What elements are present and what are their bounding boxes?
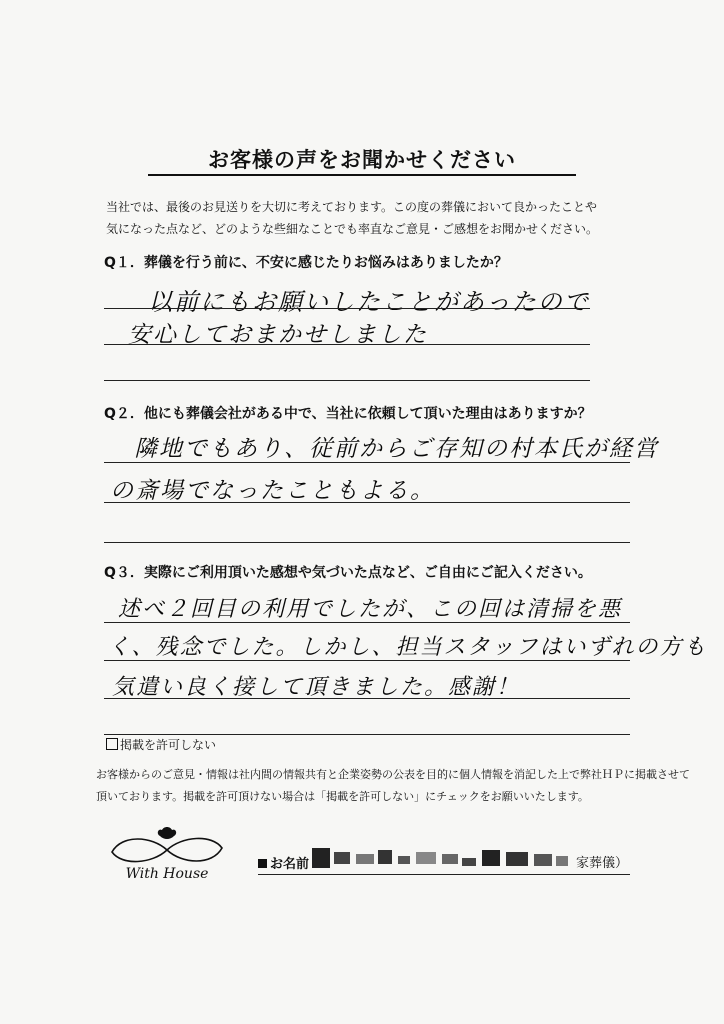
consent-checkbox-row[interactable] — [106, 736, 216, 753]
consent-notice-line: お客様からのご意見・情報は社内間の情報共有と企業姿勢の公表を目的に個人情報を消記した上で弊社ＨＰに掲載させて — [96, 768, 690, 781]
redacted-name — [312, 838, 572, 874]
answer-line — [104, 380, 590, 381]
answer-1-line-1: 以前にもお願いしたことがあったので — [148, 288, 590, 316]
answer-line — [104, 462, 630, 463]
consent-notice-line: 頂いております。掲載を許可頂けない場合は「掲載を許可しない」にチェックをお願いいたします。 — [96, 790, 589, 803]
answer-line — [104, 344, 590, 345]
svg-text:With House: With House — [125, 866, 209, 882]
answer-3-line-3: 気遣い良く接して頂きました。感謝！ — [112, 675, 521, 700]
name-label: お名前 — [258, 853, 309, 872]
question-2: Q２．他にも葬儀会社がある中で、当社に依頼して頂いた理由はありますか？ — [104, 406, 592, 422]
answer-line — [104, 502, 630, 503]
title-underline — [148, 174, 576, 176]
answer-line — [104, 622, 630, 623]
answer-2-line-1: 隣地でもあり、従前からご存知の村本氏が経営 — [134, 436, 659, 462]
answer-3-line-2: く、残念でした。しかし、担当スタッフはいずれの方も — [108, 635, 708, 660]
answer-1-line-2: 安心しておまかせしました — [128, 322, 428, 348]
consent-checkbox[interactable] — [106, 738, 118, 750]
intro-text — [106, 196, 626, 240]
answer-line — [104, 542, 630, 543]
intro-line: 気になった点など、どのような些細なことでも率直なご意見・ご感想をお聞かせください。 — [106, 222, 599, 236]
consent-notice — [96, 764, 690, 808]
answer-line — [104, 734, 630, 735]
answer-3-line-1: 述べ２回目の利用でしたが、この回は清掃を悪 — [118, 597, 623, 622]
question-1: Q１．葬儀を行う前に、不安に感じたりお悩みはありましたか？ — [104, 255, 508, 271]
with-house-logo — [92, 826, 242, 882]
consent-checkbox-label: 掲載を許可しない — [120, 738, 217, 752]
answer-line — [104, 660, 630, 661]
bullet-square-icon — [258, 859, 267, 868]
question-3: Q３．実際にご利用頂いた感想や気づいた点など、ご自由にご記入ください。 — [104, 565, 592, 581]
answer-line — [104, 308, 590, 309]
name-suffix: 家葬儀） — [576, 856, 629, 871]
answer-2-line-2: の斎場でなったこともよる。 — [110, 478, 435, 504]
form-title: お客様の声をお聞かせください — [208, 148, 516, 172]
answer-line — [104, 698, 630, 699]
intro-line: 当社では、最後のお見送りを大切に考えております。この度の葬儀において良かったことや — [106, 200, 598, 214]
name-line — [258, 874, 630, 875]
